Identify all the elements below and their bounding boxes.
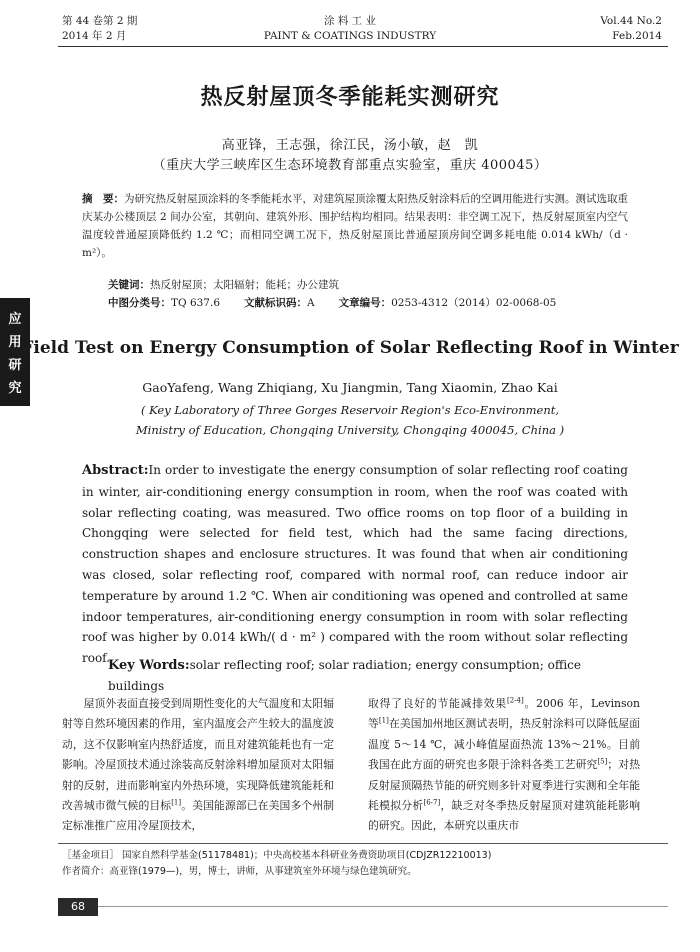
- running-header-center: [0, 14, 700, 44]
- doc-code-label: 文献标识码：: [244, 297, 308, 309]
- volume-issue-cn: 第 44 卷第 2 期: [62, 15, 138, 27]
- keywords-cn-text: 热反射屋顶；太阳辐射；能耗；办公建筑: [150, 279, 339, 291]
- footnote-funding: ［基金项目］ 国家自然科学基金(51178481)；中央高校基本科研业务费资助项目(CDJZR12210013): [62, 850, 492, 861]
- class-number-label: 中图分类号：: [108, 297, 171, 309]
- citation: [1]: [171, 798, 182, 807]
- body-paragraph: 屋顶外表面直接受到周期性变化的大气温度和太阳辐射等自然环境因素的作用，室内温度会产生较大的温度波动，这不仅影响室内热舒适度，而且对建筑能耗也有一定影响。冷屋顶技术通过涂装高反射涂料增加屋顶对太阳辐射的反射，进而影响室内外热环境，实现降低建筑能耗和改善城市微气候的目标[1]。美国能源部已在美国多个州制定标准推广应用冷屋顶技术，: [62, 697, 335, 833]
- date-en: Feb.2014: [612, 30, 662, 42]
- footnote-author: 作者简介：高亚锋(1979—)，男，博士，讲师，从事建筑室外环境与绿色建筑研究。: [62, 866, 417, 877]
- volume-issue-en: Vol.44 No.2: [600, 15, 662, 27]
- paper-title-en: Field Test on Energy Consumption of Solar Reflecting Roof in Winter: [21, 338, 679, 358]
- citation: [5]: [597, 757, 608, 766]
- abstract-cn: [82, 190, 628, 262]
- body-column-left: [62, 694, 334, 837]
- keywords-en: [108, 655, 628, 696]
- citation: [1]: [378, 716, 389, 725]
- page-number: 68: [58, 898, 98, 916]
- body-column-right: [368, 694, 640, 837]
- side-tab-char: 研: [8, 358, 22, 373]
- doc-code-value: A: [307, 297, 315, 309]
- abstract-cn-text: 为研究热反射屋顶涂料的冬季能耗水平，对建筑屋顶涂覆太阳热反射涂料后的空调用能进行实测。测试选取重庆某办公楼顶层 2 间办公室，其朝向、建筑外形、围护结构均相同。结果表明：非空调工况下，热反射屋顶室内空气温度较普通屋顶降低约 1.2 ℃；而相同空调工况下，热反射屋顶比普通屋顶房间空调多耗电能 0.014 kWh/（d · m²）。: [82, 193, 628, 259]
- header-rule: [58, 46, 668, 47]
- abstract-en-label: Abstract:: [82, 463, 149, 478]
- affiliation-en: ( Key Laboratory of Three Gorges Reservoir Region's Eco-Environment, Ministry of Education, Chongqing University, Chongqing 400045, China ): [135, 403, 565, 437]
- citation: [6-7]: [423, 798, 441, 807]
- abstract-en: [82, 460, 628, 669]
- side-tab-char: 应: [8, 312, 22, 327]
- side-tab-char: 用: [8, 335, 22, 350]
- body-paragraph: 取得了良好的节能减排效果[2-4]。2006 年，Levinson 等[1]在美国加州地区测试表明，热反射涂料可以降低屋面温度 5～14 ℃，减小峰值屋面热流 13%～21%。目前我国在此方面的研究也多限于涂料各类工艺研究[5]；对热反射屋顶隔热节能的研究则多针对夏季进行实测和全年能耗模拟分析[6-7]，缺乏对冬季热反射屋顶对建筑能耗影响的研究。因此，本研究以重庆市: [368, 696, 641, 833]
- affiliation-cn: （重庆大学三峡库区生态环境教育部重点实验室，重庆 400045）: [152, 158, 548, 173]
- journal-name-en: PAINT & COATINGS INDUSTRY: [263, 30, 437, 42]
- date-cn: 2014 年 2 月: [62, 30, 127, 42]
- side-tab-char: 究: [8, 381, 22, 396]
- footnote-rule: [58, 843, 668, 844]
- keywords-cn-label: 关键词：: [108, 279, 150, 291]
- keywords-cn: [108, 276, 628, 294]
- keywords-en-label: Key Words:: [108, 658, 190, 673]
- page-number-rule: [98, 906, 668, 907]
- paper-title-cn: 热反射屋顶冬季能耗实测研究: [200, 84, 500, 110]
- authors-cn: 高亚锋，王志强，徐江民，汤小敏，赵 凯: [221, 138, 479, 153]
- authors-en: GaoYafeng, Wang Zhiqiang, Xu Jiangmin, Tang Xiaomin, Zhao Kai: [142, 380, 558, 395]
- keywords-en-text: solar reflecting roof; solar radiation; energy consumption; office buildings: [108, 658, 582, 693]
- citation: [2-4]: [506, 696, 524, 705]
- article-number-value: 0253-4312（2014）02-0068-05: [391, 297, 557, 309]
- classification-line: [108, 294, 628, 312]
- journal-name-cn: 涂 料 工 业: [323, 15, 376, 27]
- class-number-value: TQ 637.6: [171, 297, 221, 309]
- running-header-right: [600, 14, 662, 44]
- article-number-label: 文章编号：: [338, 297, 392, 309]
- abstract-en-text: In order to investigate the energy consumption of solar reflecting roof coating in winter, air-conditioning energy consumption in room, when the roof was coated with solar reflecting coating, was measured. Two office rooms on top floor of a building in Chongqing were selected for field test, which had the same facing directions, construction shapes and enclosure structures. It was found that when air conditioning was closed, solar reflecting roof, compared with normal roof, can reduce indoor air temperature by around 1.2 ℃. When air conditioning was opened and controlled at same indoor temperatures, air-conditioning energy consumption in room with solar reflecting roof was higher by 0.014 kWh/( d · m² ) compared with the room without solar reflecting roof.: [82, 463, 628, 666]
- abstract-cn-label: 摘 要：: [82, 193, 124, 205]
